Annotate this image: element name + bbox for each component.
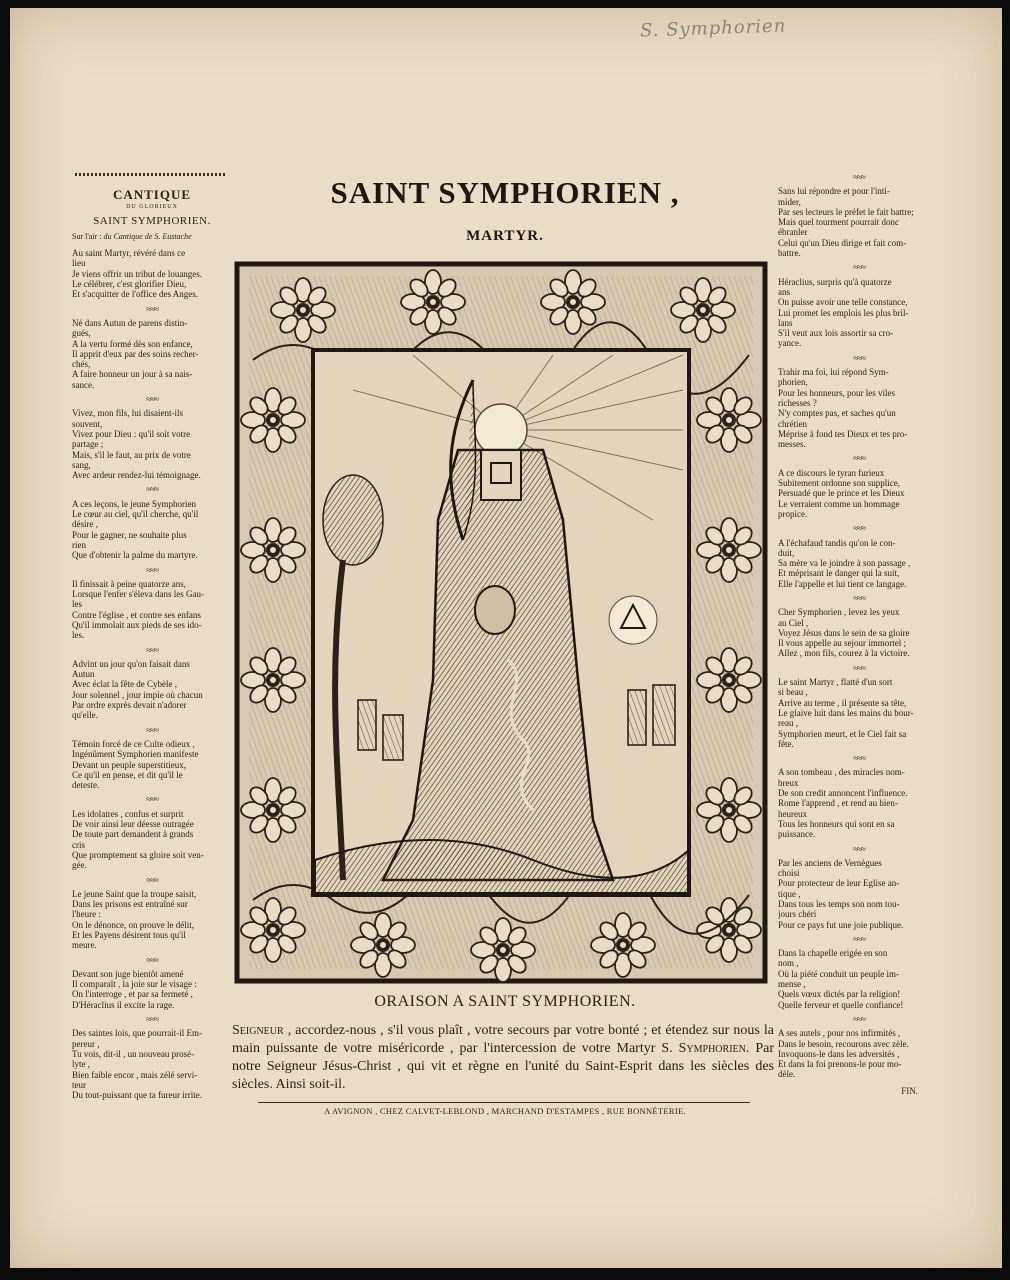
verse-line: A ses autels , pour nos infirmités , bbox=[778, 1028, 901, 1039]
verse-line: Je viens offrir un tribut de louanges. bbox=[72, 268, 203, 279]
stanza-ornament: ≈≈≈ bbox=[146, 303, 158, 314]
verse-line: Quels vœux dictés par la religion! bbox=[778, 989, 901, 1000]
verse-line: duit, bbox=[778, 547, 795, 558]
book bbox=[481, 450, 521, 500]
stanza bbox=[778, 858, 940, 930]
verse-line: A ce discours le tyran furieux bbox=[778, 467, 885, 478]
verse-line: A ces leçons, le jeune Symphorien bbox=[72, 498, 196, 509]
verse-line: Dans le besoin, recourons avec zèle. bbox=[778, 1038, 909, 1049]
verse-line: au Ciel , bbox=[778, 617, 809, 628]
verse-line: teur bbox=[72, 1079, 86, 1090]
stanza bbox=[72, 739, 232, 790]
prayer-lead: Seigneur bbox=[232, 1023, 284, 1038]
stanza bbox=[778, 677, 940, 749]
verse-line: Ce qu'il en pense, et dit qu'il le bbox=[72, 769, 183, 780]
verse-line: Où la piété conduit un peuple im- bbox=[778, 968, 899, 979]
verse-line: Le cœur au ciel, qu'il cherche, qu'il bbox=[72, 509, 199, 520]
stanza-ornament: ≈≈≈ bbox=[146, 644, 158, 655]
verse-line: partage ; bbox=[72, 439, 104, 450]
handwritten-note: S. Symphorien bbox=[639, 15, 787, 42]
stanza bbox=[72, 809, 232, 871]
stanza bbox=[778, 277, 940, 349]
stanza bbox=[778, 1028, 940, 1079]
verse-line: Il finissait à peine quatorze ans, bbox=[72, 578, 186, 589]
verse-line: phorien, bbox=[778, 377, 808, 388]
stanza bbox=[778, 468, 940, 519]
verse-line: lans bbox=[778, 317, 793, 328]
verse-line: Dans les prisons est entraîné sur bbox=[72, 899, 188, 910]
cantique-air bbox=[72, 232, 232, 242]
verse-line: Tous les honneurs qui sont en sa bbox=[778, 818, 895, 829]
verse-line: Elle l'appelle et lui tient ce langage. bbox=[778, 578, 907, 589]
verse-line: On l'interroge , et par sa fermeté , bbox=[72, 989, 193, 1000]
verse-line: breux bbox=[778, 777, 799, 788]
prayer-body-2: . Par notre Seigneur Jésus-Christ , qui vit et règne en l'unité du Saint-Esprit dans les siècles des siècles. Ainsi soit-il. bbox=[232, 1041, 774, 1092]
verse-line: Devant un peuple superstitieux, bbox=[72, 759, 186, 770]
verse-line: Arrive au terme , il présente sa tête, bbox=[778, 697, 907, 708]
verse-line: Pour les honneurs, pour les viles bbox=[778, 387, 895, 398]
fin-label: FIN. bbox=[901, 1085, 918, 1096]
imprint-rule bbox=[258, 1102, 750, 1103]
verse-line: Il apprit d'eux par des soins recher- bbox=[72, 348, 199, 359]
prayer-title: ORAISON A SAINT SYMPHORIEN. bbox=[374, 993, 636, 1010]
verse-line: fête. bbox=[778, 738, 794, 749]
verse-line: Bien faible encor , mais zélé servi- bbox=[72, 1069, 198, 1080]
verse-line: meure. bbox=[72, 940, 97, 951]
verse-line: Du tout-puissant que ta fureur irrite. bbox=[72, 1090, 202, 1101]
verse-line: Et s'acquitter de l'office des Anges. bbox=[72, 289, 199, 300]
verse-line: Rome l'apprend , et rend au bien- bbox=[778, 798, 898, 809]
stanza-ornament: ≈≈≈ bbox=[146, 794, 158, 805]
verse-line: choisi bbox=[778, 868, 800, 879]
verse-line: On le dénonce, on prouve le délit, bbox=[72, 919, 194, 930]
stanza bbox=[72, 318, 232, 390]
verse-line: Pour le gagner, ne souhaite plus bbox=[72, 529, 187, 540]
stanza-ornament: ≈≈≈ bbox=[853, 1013, 865, 1024]
stanza-ornament: ≈≈≈ bbox=[146, 954, 158, 965]
stanza-ornament: ≈≈≈ bbox=[853, 662, 865, 673]
verse-line: cris bbox=[72, 839, 85, 850]
verse-line: De toute part demandent à grands bbox=[72, 829, 194, 840]
stanza bbox=[72, 969, 232, 1010]
verse-line: richesses ? bbox=[778, 397, 817, 408]
verse-line: Né dans Autun de parens distin- bbox=[72, 317, 188, 328]
verse-line: chés, bbox=[72, 359, 91, 370]
verse-line: Allez , mon fils, courez à la victoire. bbox=[778, 648, 910, 659]
verse-line: les. bbox=[72, 630, 85, 641]
verse-line: pereur , bbox=[72, 1038, 100, 1049]
stanza-ornament: ≈≈≈ bbox=[853, 753, 865, 764]
stanza-ornament: ≈≈≈ bbox=[146, 564, 158, 575]
verse-line: N'y comptes pas, et saches qu'un bbox=[778, 408, 896, 419]
verse-line: Et les Payens désirent tous qu'il bbox=[72, 930, 186, 940]
verse-line: Ingénûment Symphorien manifeste bbox=[72, 749, 199, 760]
stanza bbox=[778, 186, 940, 258]
stanza-ornament: ≈≈≈ bbox=[853, 453, 865, 464]
verse-line: Il comparaît , la joie sur le visage : bbox=[72, 979, 197, 990]
prayer-body-1: , accordez-nous , s'il vous plaît , votre secours par votre bonté ; et étendez sur nous la main puissante de votre miséricorde , par l'intercession de votre Martyr S. bbox=[232, 1023, 774, 1056]
verse-line: chrétien bbox=[778, 418, 807, 429]
verse-line: A faire honneur un jour à sa nais- bbox=[72, 369, 193, 380]
verse-line: dèle. bbox=[778, 1069, 796, 1080]
verse-line: Quelle ferveur et quelle confiance! bbox=[778, 999, 904, 1010]
verse-line: deteste. bbox=[72, 780, 100, 791]
verse-line: Contre l'église , et contre ses enfans bbox=[72, 609, 201, 620]
verse-line: tique , bbox=[778, 888, 801, 899]
stanza bbox=[72, 659, 232, 721]
verse-line: Le verraient comme un hommage bbox=[778, 498, 900, 509]
verse-line: souvent, bbox=[72, 418, 103, 429]
verse-line: Le saint Martyr , flatté d'un sort bbox=[778, 677, 893, 688]
verse-line: Subitement ordonne son supplice, bbox=[778, 478, 900, 489]
cantique-title: CANTIQUE bbox=[112, 187, 192, 202]
stanza-ornament: ≈≈≈ bbox=[146, 394, 158, 405]
verse-line: Mais, s'il le faut, au prix de votre bbox=[72, 449, 191, 460]
stanza-ornament: ≈≈≈ bbox=[853, 592, 865, 603]
verse-line: mense , bbox=[778, 979, 806, 990]
verse-line: Les idolatres , confus et surprit bbox=[72, 808, 184, 819]
verse-line: Le jeune Saint que la troupe saisit, bbox=[72, 888, 197, 899]
verse-line: reau , bbox=[778, 718, 798, 729]
cantique-right-column bbox=[778, 170, 940, 1096]
verse-line: messes. bbox=[778, 439, 806, 450]
stanza bbox=[72, 499, 232, 561]
verse-line: jours chéri bbox=[778, 909, 817, 920]
stanza-ornament: ≈≈≈ bbox=[853, 523, 865, 534]
severed-head bbox=[475, 586, 515, 634]
verse-line: Persuadé que le prince et les Dieux bbox=[778, 488, 905, 499]
verse-line: Qu'il immolait aux pieds de ses ido- bbox=[72, 619, 202, 630]
verse-line: Jour solennel , jour impie où chacun bbox=[72, 689, 203, 700]
verse-line: A la vertu formé dès son enfance, bbox=[72, 338, 193, 349]
verse-line: Voyez Jésus dans le sein de sa gloire bbox=[778, 627, 910, 638]
verse-line: Devant son juge bientôt amené bbox=[72, 968, 184, 979]
verse-line: Avec éclat la fête de Cybèle , bbox=[72, 679, 178, 690]
verse-line: Dans la chapelle erigée en son bbox=[778, 948, 888, 959]
cantique-subtitle: DU GLORIEUX bbox=[126, 204, 178, 211]
verse-line: A l'échafaud tandis qu'on le con- bbox=[778, 537, 896, 548]
verse-line: Vivez pour Dieu : qu'il soit votre bbox=[72, 428, 191, 439]
verse-line: sance. bbox=[72, 379, 95, 390]
verse-line: De son credit annoncent l'influence. bbox=[778, 788, 908, 799]
verse-line: les bbox=[72, 599, 82, 610]
verse-line: battre. bbox=[778, 248, 801, 259]
verse-line: A son tombeau , des miracles nom- bbox=[778, 767, 905, 778]
verse-line: Il vous appelle au sejour immortel ; bbox=[778, 638, 906, 649]
verse-line: mider, bbox=[778, 196, 801, 207]
verse-line: heureux bbox=[778, 808, 807, 819]
verse-line: qu'elle. bbox=[72, 710, 98, 721]
stanza bbox=[778, 367, 940, 449]
air-prefix: Sur l'air : bbox=[72, 231, 104, 241]
stanza bbox=[72, 889, 232, 951]
page-title: SAINT SYMPHORIEN , bbox=[330, 175, 680, 210]
stanza-ornament: ≈≈≈ bbox=[146, 484, 158, 495]
stanza bbox=[72, 248, 232, 299]
verse-line: yance. bbox=[778, 338, 802, 349]
verse-line: si beau , bbox=[778, 687, 808, 698]
stanza bbox=[72, 579, 232, 641]
left-stanzas bbox=[72, 248, 232, 1100]
verse-line: ébranler bbox=[778, 227, 808, 238]
verse-line: gée. bbox=[72, 860, 87, 871]
verse-line: puissance. bbox=[778, 829, 816, 840]
verse-line: Pour protecteur de leur Eglise an- bbox=[778, 878, 900, 889]
verse-line: Héraclius, surpris qu'à quatorze bbox=[778, 276, 892, 287]
verse-line: Advint un jour qu'on faisait dans bbox=[72, 658, 190, 669]
verse-line: Pour ce pays fut une joie publique. bbox=[778, 919, 904, 930]
verse-line: propice. bbox=[778, 508, 808, 519]
verse-line: D'Héraclius il excite la rage. bbox=[72, 999, 175, 1010]
stanza-ornament: ≈≈≈ bbox=[853, 262, 865, 273]
verse-line: Tu vois, dit-il , un nouveau prosé- bbox=[72, 1048, 195, 1059]
verse-line: Symphorien meurt, et le Ciel fait sa bbox=[778, 728, 907, 739]
verse-line: Cher Symphorien , levez les yeux bbox=[778, 607, 900, 618]
verse-line: Par ordre exprès devait n'adorer bbox=[72, 700, 187, 711]
verse-line: Le célébrer, c'est glorifier Dieu, bbox=[72, 279, 187, 290]
verse-line: Et méprisant le danger qui la suit, bbox=[778, 568, 900, 579]
stanza-ornament: ≈≈≈ bbox=[146, 724, 158, 735]
stanza-ornament: ≈≈≈ bbox=[853, 172, 865, 182]
verse-line: Par les anciens de Vernègues bbox=[778, 857, 882, 868]
verse-line: On puisse avoir une telle constance, bbox=[778, 297, 908, 308]
stanza-ornament: ≈≈≈ bbox=[853, 843, 865, 854]
printer-imprint: A AVIGNON , CHEZ CALVET-LEBLOND , MARCHAND D'ESTAMPES , RUE BONNÉTERIE. bbox=[324, 1106, 686, 1116]
tree-foliage bbox=[323, 475, 383, 565]
cantique-left-column bbox=[72, 186, 232, 1104]
verse-line: rien bbox=[72, 539, 86, 550]
right-stanzas bbox=[778, 172, 940, 1080]
verse-line: Trahir ma foi, lui répond Sym- bbox=[778, 367, 889, 378]
verse-line: Que d'obtenir la palme du martyre. bbox=[72, 550, 198, 561]
verse-line: Au saint Martyr, révéré dans ce bbox=[72, 248, 186, 259]
verse-line: Invoquons-le dans les adversités , bbox=[778, 1048, 900, 1059]
verse-line: Le glaive luit dans les mains du bour- bbox=[778, 707, 914, 718]
verse-line: De voir ainsi leur déesse outragée bbox=[72, 819, 194, 830]
verse-line: Celui qu'un Dieu dirige et fait com- bbox=[778, 237, 907, 248]
verse-line: S'il veut aux lois assortir sa cro- bbox=[778, 328, 894, 339]
verse-line: sang, bbox=[72, 459, 91, 470]
stanza-ornament: ≈≈≈ bbox=[146, 874, 158, 885]
verse-line: Sans lui répondre et pour l'inti- bbox=[778, 186, 890, 197]
verse-line: ans bbox=[778, 286, 790, 297]
verse-line: Témoin forcé de ce Culte odieux , bbox=[72, 738, 195, 749]
prayer-saint-name: Symphorien bbox=[678, 1041, 746, 1056]
stanza bbox=[778, 767, 940, 839]
verse-line: Méprise à fond tes Dieux et tes pro- bbox=[778, 428, 908, 439]
stanza bbox=[778, 948, 940, 1010]
verse-line: Lui promet les emplois les plus bril- bbox=[778, 307, 909, 318]
air-title: du Cantique de S. Eustache bbox=[103, 231, 192, 241]
verse-line: gués, bbox=[72, 328, 91, 339]
stanza bbox=[72, 1028, 232, 1100]
verse-line: Vivez, mon fils, lui disaient-ils bbox=[72, 408, 183, 419]
verse-line: Sa mère va le joindre à son passage , bbox=[778, 558, 911, 569]
woodcut-illustration bbox=[233, 260, 769, 985]
verse-line: Dans tous les temps son nom tou- bbox=[778, 899, 900, 909]
stanza-ornament: ≈≈≈ bbox=[853, 933, 865, 944]
stanza bbox=[778, 538, 940, 589]
halo bbox=[475, 404, 527, 456]
verse-line: nom , bbox=[778, 958, 799, 969]
verse-line: Des saintes lois, que pourrait-il Em- bbox=[72, 1028, 202, 1039]
stanza-ornament: ≈≈≈ bbox=[146, 1014, 158, 1025]
page-subtitle: MARTYR. bbox=[466, 228, 544, 244]
verse-line: lyte , bbox=[72, 1059, 90, 1070]
decorative-rule bbox=[75, 173, 225, 176]
verse-line: Par ses lecteurs le préfet le fait battre; bbox=[778, 206, 914, 217]
verse-line: l'heure : bbox=[72, 909, 101, 920]
cantique-saint-name: SAINT SYMPHORIEN. bbox=[93, 214, 211, 227]
verse-line: désire , bbox=[72, 519, 98, 530]
verse-line: Que promptement sa gloire soit ven- bbox=[72, 849, 204, 860]
verse-line: lieu bbox=[72, 258, 86, 269]
verse-line: Autun bbox=[72, 669, 95, 680]
verse-line: Mais quel tourment pourrait donc bbox=[778, 217, 899, 228]
verse-line: Et dans la foi prenons-le pour mo- bbox=[778, 1059, 902, 1070]
verse-line: Avec ardeur rendez-lui témoignage. bbox=[72, 470, 201, 481]
stanza-ornament: ≈≈≈ bbox=[853, 352, 865, 363]
verse-line: Lorsque l'enfer s'éleva dans les Gau- bbox=[72, 589, 204, 600]
stanza bbox=[72, 408, 232, 480]
prayer-text bbox=[232, 1022, 774, 1094]
stanza bbox=[778, 607, 940, 658]
